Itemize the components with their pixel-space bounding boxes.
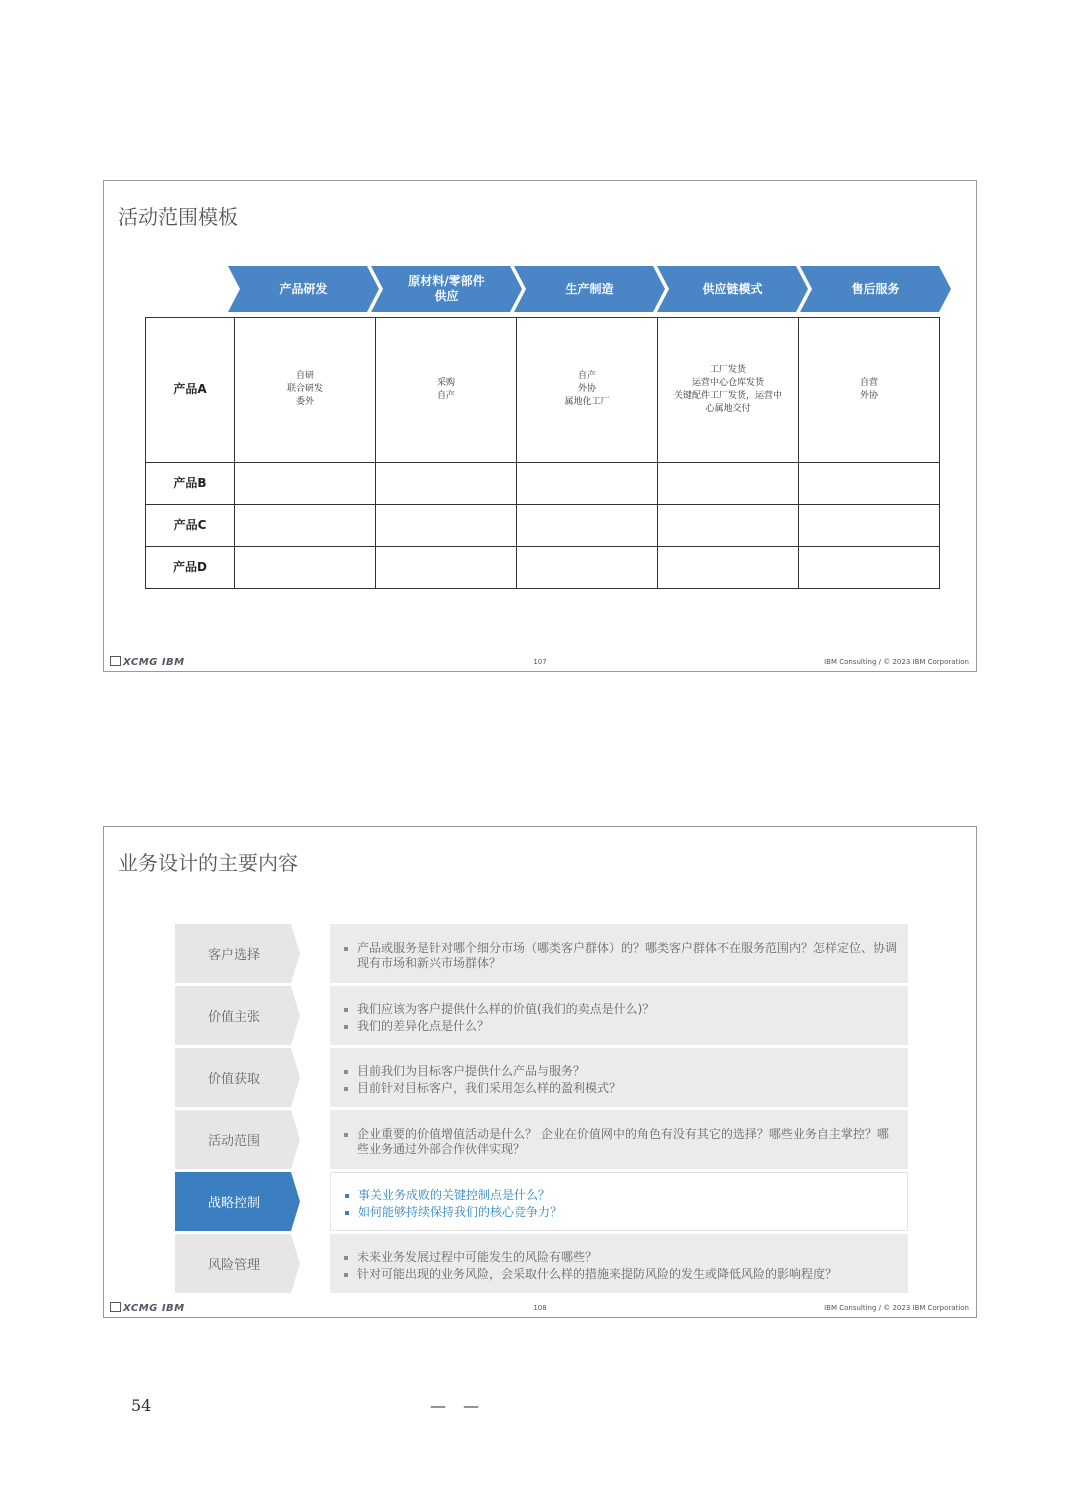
slide-footer — [104, 655, 976, 669]
stage-label: 原材料/零部件 供应 — [408, 274, 485, 303]
design-row — [175, 1048, 908, 1107]
table-cell — [517, 462, 658, 504]
slide-page-number: 108 — [533, 1304, 547, 1312]
stage-label: 产品研发 — [279, 281, 328, 296]
stage-label: 生产制造 — [565, 281, 614, 296]
design-tab-label: 活动范围 — [207, 1134, 260, 1149]
slide-business-design — [103, 826, 977, 1318]
design-tab-label: 风险管理 — [207, 1258, 260, 1273]
design-tab-label: 价值获取 — [207, 1072, 260, 1087]
table-cell — [658, 546, 799, 588]
bullet-point: 企业重要的价值增值活动是什么？ 企业在价值网中的角色有没有其它的选择？哪些业务自主掌控？哪些业务通过外部合作伙伴实现？ — [342, 1127, 898, 1157]
design-description — [330, 924, 908, 983]
row-header: 产品C — [146, 504, 235, 546]
stage-chevron — [371, 266, 522, 312]
design-row — [175, 986, 908, 1045]
table-row — [146, 318, 940, 463]
stage-chevron — [514, 266, 665, 312]
design-row-active — [175, 1172, 908, 1231]
design-description — [330, 986, 908, 1045]
slide-title: 业务设计的主要内容 — [118, 851, 298, 875]
table-cell — [799, 546, 940, 588]
table-cell — [799, 504, 940, 546]
table-cell — [235, 504, 376, 546]
table-cell — [799, 462, 940, 504]
bullet-point: 我们的差异化点是什么？ — [342, 1019, 898, 1034]
design-description — [330, 1110, 908, 1169]
table-cell — [658, 462, 799, 504]
table-cell: 工厂发货 运营中心仓库发货 关键配件工厂发货，运营中 心属地交付 — [658, 318, 799, 463]
page-center-mark: — — — [430, 1396, 486, 1415]
design-description — [330, 1172, 908, 1231]
table-cell — [376, 546, 517, 588]
bullet-point: 针对可能出现的业务风险，会采取什么样的措施来提防风险的发生或降低风险的影响程度？ — [342, 1267, 898, 1282]
bullet-point: 我们应该为客户提供什么样的价值(我们的卖点是什么)？ — [342, 1002, 898, 1017]
stage-chevron — [228, 266, 379, 312]
bullet-point: 产品或服务是针对哪个细分市场（哪类客户群体）的？哪类客户群体不在服务范围内？怎样定位、协调现有市场和新兴市场群体？ — [342, 941, 898, 971]
table-row — [146, 546, 940, 588]
activity-scope-table — [145, 317, 940, 589]
design-tab-label: 战略控制 — [207, 1196, 260, 1211]
table-row — [146, 504, 940, 546]
bullet-point: 目前针对目标客户，我们采用怎么样的盈利模式？ — [342, 1081, 898, 1096]
table-cell: 采购 自产 — [376, 318, 517, 463]
bullet-point: 如何能够持续保持我们的核心竞争力？ — [343, 1205, 897, 1220]
document-page-number: 54 — [131, 1396, 152, 1415]
stage-chevron — [657, 266, 808, 312]
design-row — [175, 924, 908, 983]
slide-footer — [104, 1301, 976, 1315]
table-cell — [517, 504, 658, 546]
table-cell — [235, 546, 376, 588]
company-logo: XCMG IBM — [110, 1302, 185, 1314]
design-description — [330, 1234, 908, 1293]
slide-page-number: 107 — [533, 658, 547, 666]
slide-activity-scope — [103, 180, 977, 672]
table-row — [146, 462, 940, 504]
stage-label: 供应链模式 — [702, 281, 763, 296]
design-tab — [175, 924, 300, 983]
design-tab-label: 价值主张 — [207, 1010, 260, 1025]
table-cell: 自营 外协 — [799, 318, 940, 463]
design-tab-label: 客户选择 — [207, 948, 260, 963]
design-row — [175, 1110, 908, 1169]
table-cell — [376, 504, 517, 546]
value-chain-stages — [228, 266, 954, 312]
design-tab-active — [175, 1172, 300, 1231]
table-cell — [376, 462, 517, 504]
design-tab — [175, 1110, 300, 1169]
row-header: 产品A — [146, 318, 235, 463]
copyright-text: IBM Consulting / © 2023 IBM Corporation — [824, 658, 969, 666]
design-tab — [175, 1048, 300, 1107]
row-header: 产品B — [146, 462, 235, 504]
copyright-text: IBM Consulting / © 2023 IBM Corporation — [824, 1304, 969, 1312]
bullet-point: 事关业务成败的关键控制点是什么？ — [343, 1188, 897, 1203]
row-header: 产品D — [146, 546, 235, 588]
table-cell — [517, 546, 658, 588]
table-cell — [658, 504, 799, 546]
design-row — [175, 1234, 908, 1293]
design-description — [330, 1048, 908, 1107]
table-cell — [235, 462, 376, 504]
company-logo: XCMG IBM — [110, 656, 185, 668]
bullet-point: 未来业务发展过程中可能发生的风险有哪些？ — [342, 1250, 898, 1265]
table-cell: 自研 联合研发 委外 — [235, 318, 376, 463]
slide-title: 活动范围模板 — [118, 205, 238, 229]
stage-label: 售后服务 — [851, 281, 900, 296]
design-tab — [175, 1234, 300, 1293]
bullet-point: 目前我们为目标客户提供什么产品与服务？ — [342, 1064, 898, 1079]
table-cell: 自产 外协 属地化工厂 — [517, 318, 658, 463]
stage-chevron — [800, 266, 951, 312]
design-tab — [175, 986, 300, 1045]
